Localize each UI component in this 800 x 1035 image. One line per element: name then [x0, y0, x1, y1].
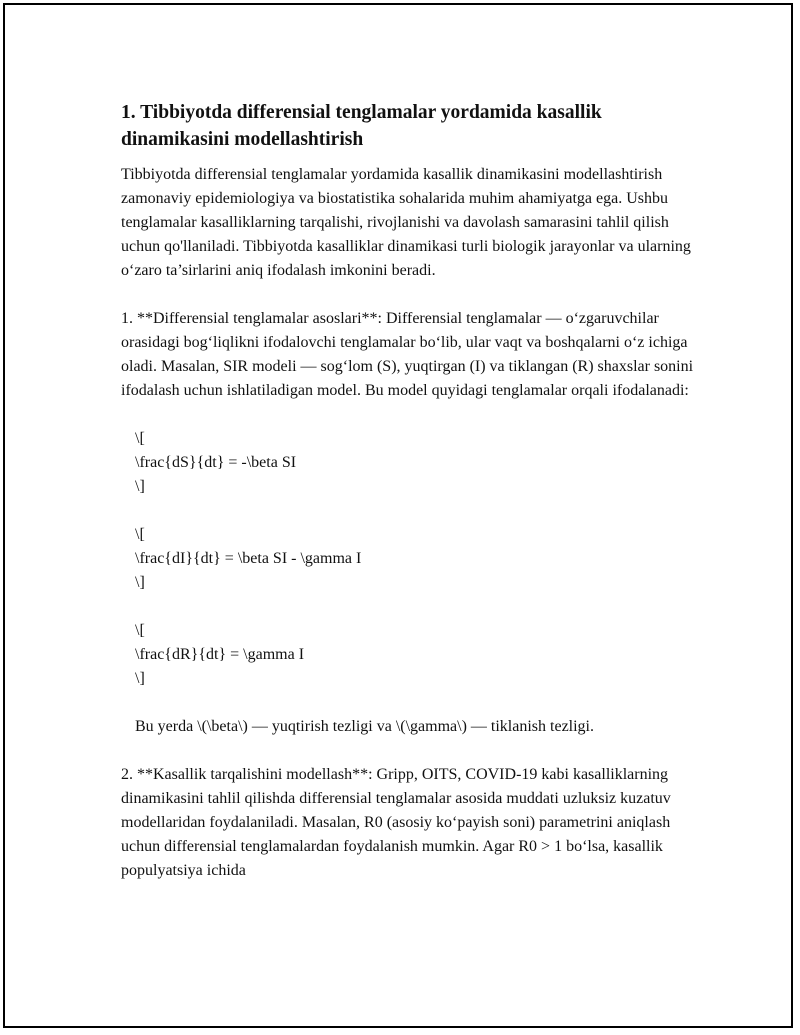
equation-1-close: \] — [135, 478, 145, 495]
equation-2: \frac{dI}{dt} = \beta SI - \gamma I — [135, 550, 362, 567]
document-body — [121, 99, 701, 883]
equation-2-open: \[ — [135, 526, 145, 543]
equation-gap — [135, 499, 701, 523]
equation-2-close: \] — [135, 574, 145, 591]
equation-3: \frac{dR}{dt} = \gamma I — [135, 646, 305, 663]
equation-note: Bu yerda \(\beta\) — yuqtirish tezligi va \(\gamma\) — tiklanish tezligi. — [135, 718, 594, 735]
intro-paragraph: Tibbiyotda differensial tenglamalar yordamida kasallik dinamikasini modellashtirish zamonaviy epidemiologiya va biostatistika sohalarida muhim ahamiyatga ega. Ushbu tenglamalar kasalliklarning tarqalishi, rivojlanishi va davolash samarasini tahlil qilish uchun qo'llaniladi. Tibbiyotda kasalliklar dinamikasi turli biologik jarayonlar va ularning o‘zaro ta’sirlarini aniq ifodalash imkonini beradi. — [121, 166, 691, 279]
point-2-paragraph: 2. **Kasallik tarqalishini modellash**: Gripp, OITS, COVID-19 kabi kasalliklarning dinamikasini tahlil qilishda differensial tenglamalar asosida muddati uzluksiz kuzatuv modellaridan foydalaniladi. Masalan, R0 (asosiy ko‘payish soni) parametrini aniqlash uchun differensial tenglamalardan foydalanish mumkin. Agar R0 > 1 bo‘lsa, kasallik populyatsiya ichida — [121, 766, 671, 879]
equation-3-open: \[ — [135, 622, 145, 639]
equation-1-open: \[ — [135, 430, 145, 447]
point-1-paragraph: 1. **Differensial tenglamalar asoslari**: Differensial tenglamalar — o‘zgaruvchilar orasidagi bog‘liqlikni ifodalovchi tenglamalar bo‘lib, ular vaqt va boshqalarni o‘z ichiga oladi. Masalan, SIR modeli — sog‘lom (S), yuqtirgan (I) va tiklangan (R) shaxslar sonini ifodalash uchun ishlatiladigan model. Bu model quyidagi tenglamalar orqali ifodalanadi: — [121, 310, 694, 399]
equation-3-close: \] — [135, 670, 145, 687]
equation-1: \frac{dS}{dt} = -\beta SI — [135, 454, 297, 471]
section-heading: 1. Tibbiyotda differensial tenglamalar yordamida kasallik dinamikasini modellashtirish — [121, 102, 602, 150]
equations-block — [121, 427, 701, 691]
equation-gap — [135, 595, 701, 619]
document-page — [3, 3, 793, 1028]
